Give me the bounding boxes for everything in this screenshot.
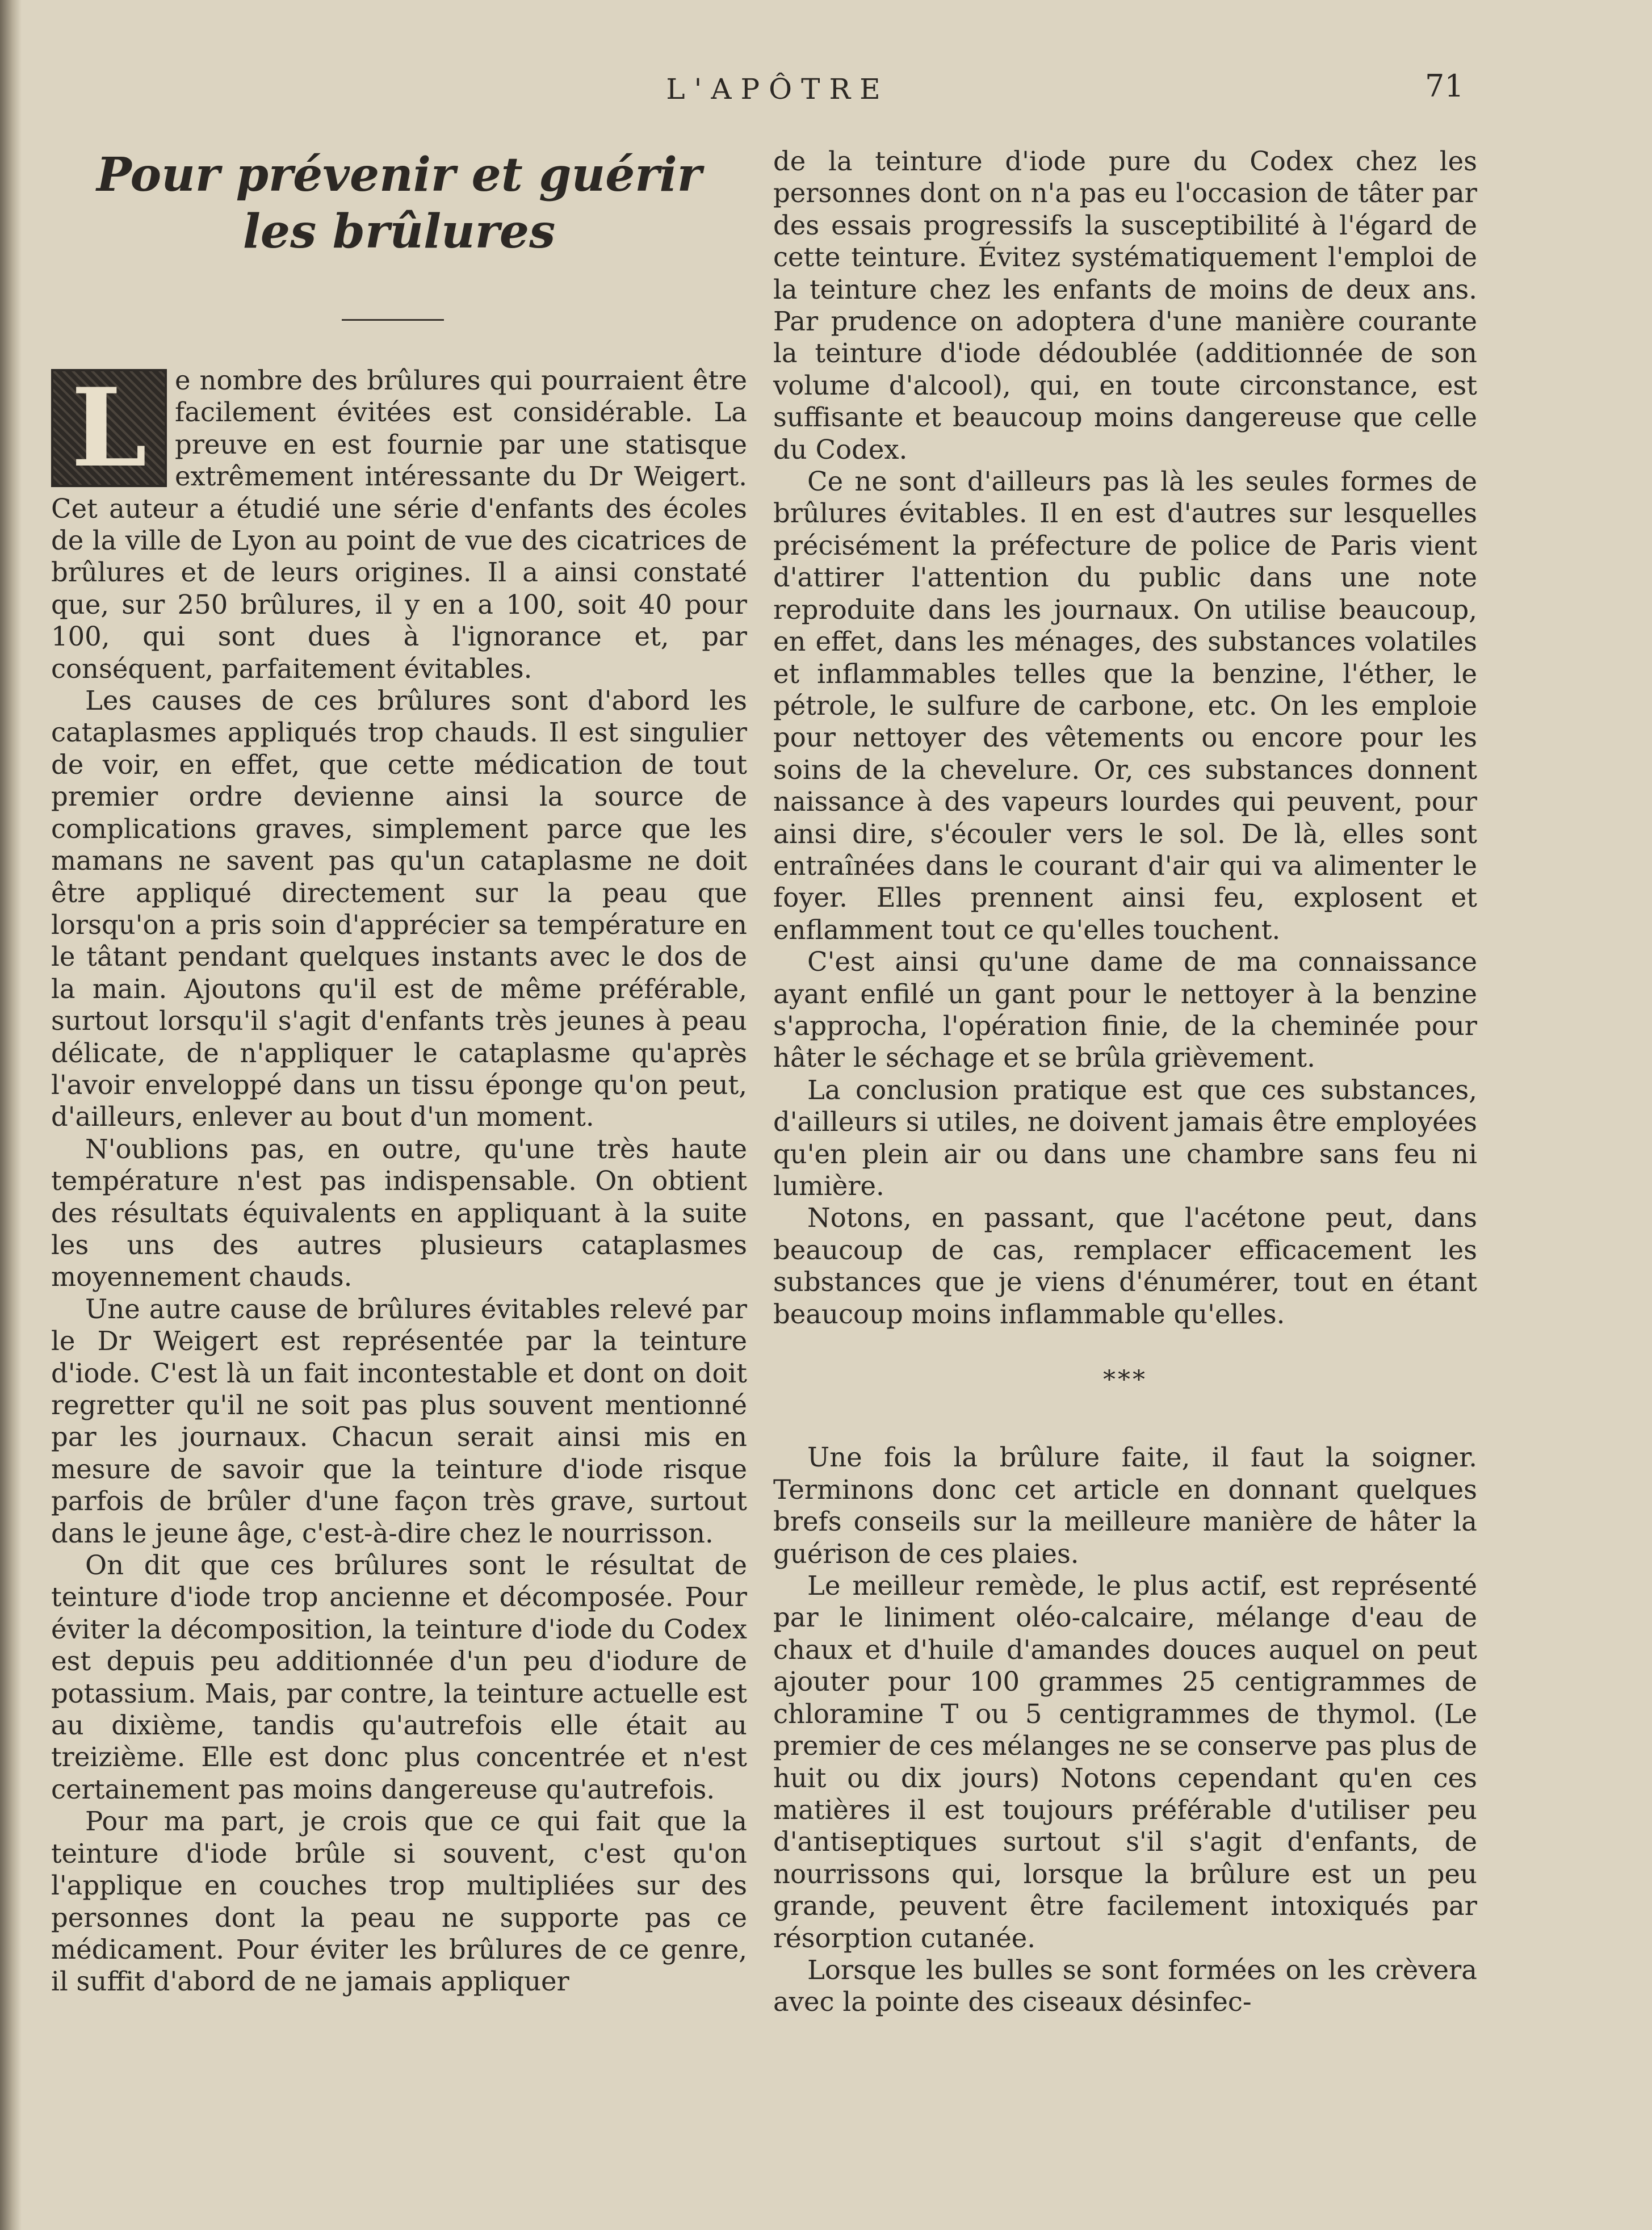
paragraph: On dit que ces brûlures sont le résultat de teinture d'iode trop ancienne et décomposée. Pour éviter la décomposition, la teinture d'iode du Codex est depuis peu additionnée d'un peu d'iodure de potassium. Mais, par contre, la teinture actuelle est au dixième, tandis qu'autrefois elle était au treizième. Elle est donc plus concentrée et n'est certainement pas moins dangereuse qu'autrefois. (51, 1550, 747, 1805)
section-break-asterism: *** (1103, 1365, 1147, 1395)
paragraph: Pour ma part, je crois que ce qui fait que la teinture d'iode brûle si souvent, c'est qu'on l'applique en couches trop multipliées sur des personnes dont la peau ne supporte pas ce médicament. Pour éviter les brûlures de ce genre, il suffit d'abord de ne jamais appliquer (51, 1806, 747, 1997)
dropcap-ornament (51, 364, 167, 491)
paragraph: N'oublions pas, en outre, qu'une très haute température n'est pas indispensable. On obtient des résultats équivalents en appliquant à la suite les uns des autres plusieurs cataplasmes moyennement chauds. (51, 1133, 747, 1293)
paragraph-text: e nombre des brûlures qui pourraient être facilement évitées est considérable. La preuve en est fournie par une statisque extrêmement intéressante du Dr Weigert. Cet auteur a étudié une série d'enfants des écoles de la ville de Lyon au point de vue des cicatrices de brûlures et de leurs origines. Il a ainsi constaté que, sur 250 brûlures, il y en a 100, soit 40 pour 100, qui sont dues à l'ignorance et, par conséquent, parfaitement évitables. (51, 365, 747, 684)
paragraph (51, 364, 747, 685)
page-number: 71 (1425, 68, 1464, 104)
paragraph: Les causes de ces brûlures sont d'abord les cataplasmes appliqués trop chauds. Il est singulier de voir, en effet, que cette médication de tout premier ordre devienne ainsi la source de complications graves, simplement parce que les mamans ne savent pas qu'un cataplasme ne doit être appliqué directement sur la peau que lorsqu'on a pris soin d'apprécier sa température en le tâtant pendant quelques instants avec le dos de la main. Ajoutons qu'il est de même préférable, surtout lorsqu'il s'agit d'enfants très jeunes à peau délicate, de n'appliquer le cataplasme qu'après l'avoir enveloppé dans un tissu éponge qu'on peut, d'ailleurs, enlever au bout d'un moment. (51, 685, 747, 1133)
title-divider (342, 319, 444, 321)
article-title-line-2: les brûlures (242, 204, 556, 259)
left-column (51, 364, 747, 1998)
paragraph: Le meilleur remède, le plus actif, est représenté par le liniment oléo-calcaire, mélange d'eau de chaux et d'huile d'amandes douces auquel on peut ajouter pour 100 grammes 25 centigrammes de chloramine T ou 5 centigrammes de thymol. (Le premier de ces mélanges ne se conserve pas plus de huit ou dix jours) Notons cependant qu'en ces matières il est toujours préférable d'utiliser peu d'antiseptiques surtout s'il s'agit d'enfants, de nourrissons qui, lorsque la brûlure est un peu grande, peuvent être facilement intoxiqués par résorption cutanée. (773, 1570, 1477, 1954)
article-title-line-1: Pour prévenir et guérir (97, 148, 702, 202)
paragraph-continuation: de la teinture d'iode pure du Codex chez les personnes dont on n'a pas eu l'occasion de tâter par des essais progressifs la susceptibilité à l'égard de cette teinture. Évitez systématiquement l'emploi de la teinture chez les enfants de moins de deux ans. Par prudence on adoptera d'une manière courante la teinture d'iode dédoublée (additionnée de son volume d'alcool), qui, en toute circonstance, est suffisante et beaucoup moins dangereuse que celle du Codex. (773, 146, 1477, 465)
book-spine-shadow (0, 0, 22, 2230)
paragraph: Ce ne sont d'ailleurs pas là les seules formes de brûlures évitables. Il en est d'autres sur lesquelles précisément la préfecture de police de Paris vient d'attirer l'attention du public dans une note reproduite dans les journaux. On utilise beaucoup, en effet, dans les ménages, des substances volatiles et inflammables telles que la benzine, l'éther, le pétrole, le sulfure de carbone, etc. On les emploie pour nettoyer des vêtements ou encore pour les soins de la chevelure. Or, ces substances donnent naissance à des vapeurs lourdes qui peuvent, pour ainsi dire, s'écouler vers le sol. De là, elles sont entraînées dans le courant d'air qui va alimenter le foyer. Elles prennent ainsi feu, explosent et enflamment tout ce qu'elles touchent. (773, 466, 1477, 945)
running-header: L'APÔTRE (666, 73, 890, 106)
dropcap-letter: L (71, 364, 147, 491)
paragraph: La conclusion pratique est que ces substances, d'ailleurs si utiles, ne doivent jamais être employées qu'en plein air ou dans une chambre sans feu ni lumière. (773, 1074, 1477, 1201)
paragraph: Une fois la brûlure faite, il faut la soigner. Terminons donc cet article en donnant quelques brefs conseils sur la meilleure manière de hâter la guérison de ces plaies. (773, 1442, 1477, 1569)
article-title (51, 146, 747, 260)
paragraph: Notons, en passant, que l'acétone peut, dans beaucoup de cas, remplacer efficacement les substances que je viens d'énumérer, tout en étant beaucoup moins inflammable qu'elles. (773, 1202, 1477, 1330)
right-column (773, 145, 1477, 2018)
paragraph: C'est ainsi qu'une dame de ma connaissance ayant enfilé un gant pour le nettoyer à la benzine s'approcha, l'opération finie, de la cheminée pour hâter le séchage et se brûla grièvement. (773, 946, 1477, 1074)
paragraph: Une autre cause de brûlures évitables relevé par le Dr Weigert est représentée par la teinture d'iode. C'est là un fait incontestable et dont on doit regretter qu'il ne soit pas plus souvent mentionné par les journaux. Chacun serait ainsi mis en mesure de savoir que la teinture d'iode risque parfois de brûler d'une façon très grave, surtout dans le jeune âge, c'est-à-dire chez le nourrisson. (51, 1293, 747, 1549)
paragraph: Lorsque les bulles se sont formées on les crèvera avec la pointe des ciseaux désinfec- (773, 1954, 1477, 2018)
